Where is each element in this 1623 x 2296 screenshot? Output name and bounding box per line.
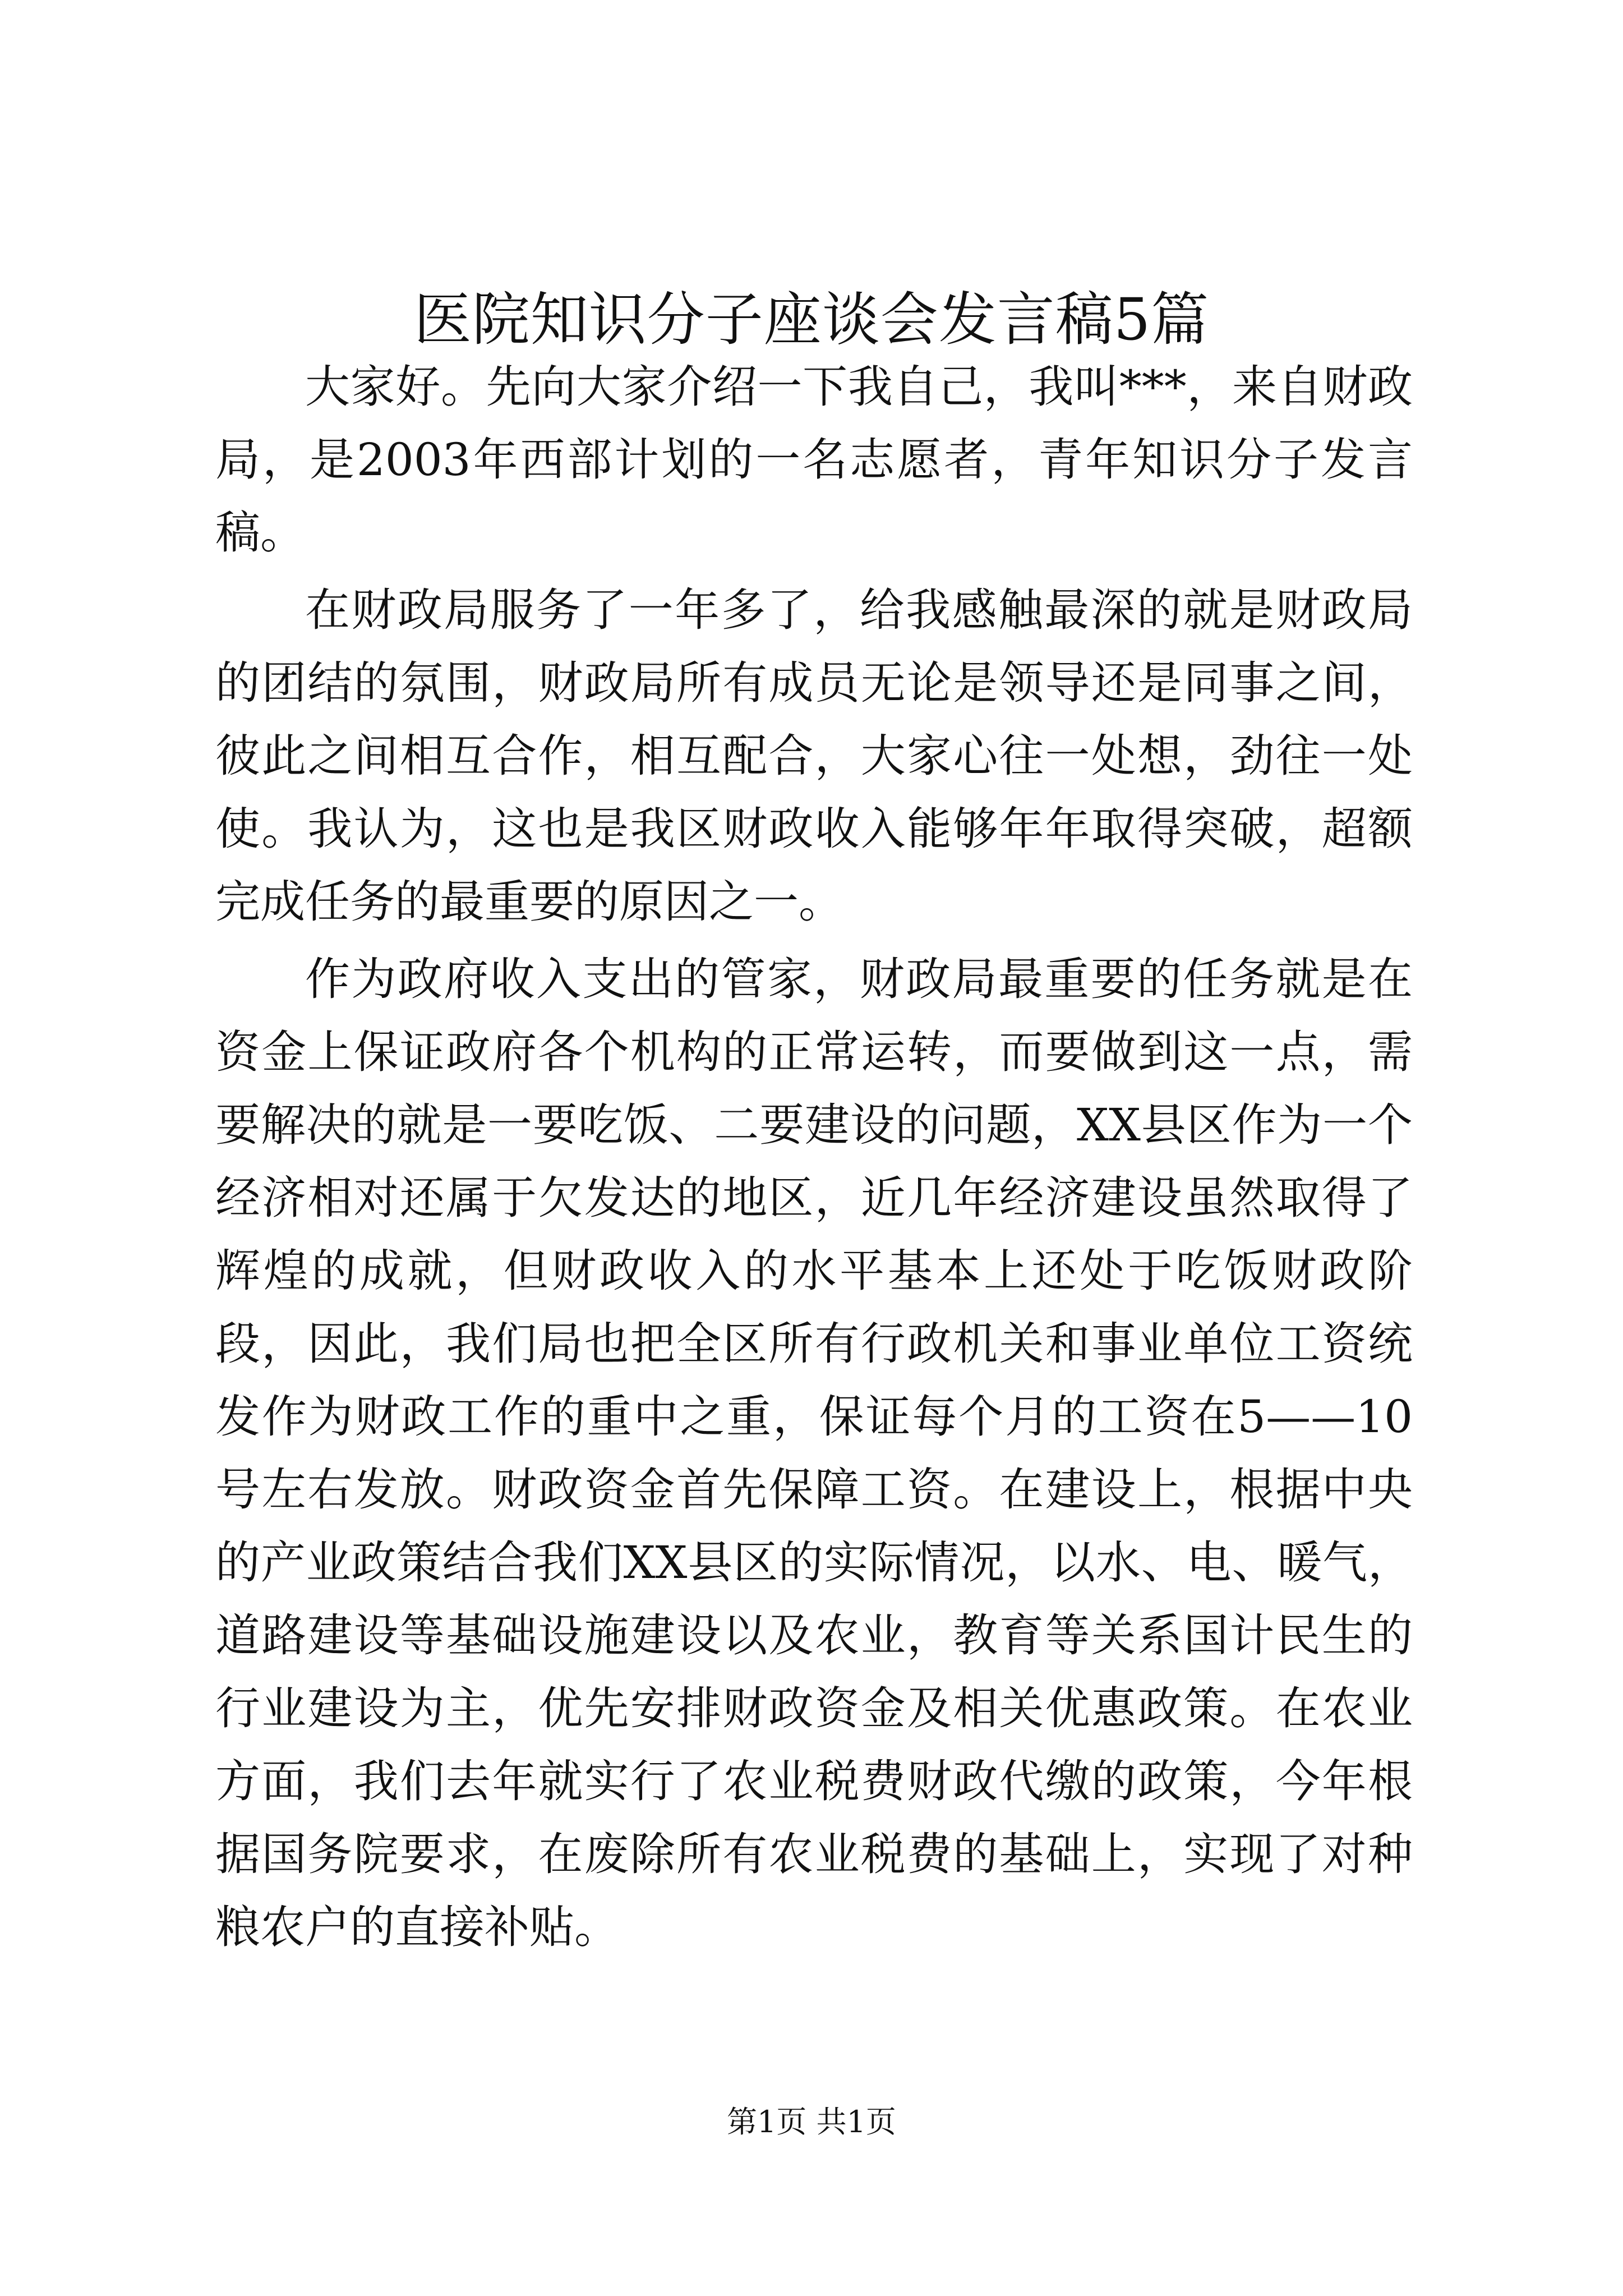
document-body [215,351,1413,1964]
document-title: 医院知识分子座谈会发言稿5篇 [413,286,1210,353]
paragraph-intro: 大家好。先向大家介绍一下我自己，我叫***，来自财政局，是2003年西部计划的一名志愿者，青年知识分子发言稿。 [215,361,1413,559]
page-footer: 第1页 共1页 [727,2104,896,2139]
paragraph-finance-tasks: 作为政府收入支出的管家，财政局最重要的任务就是在资金上保证政府各个机构的正常运转，而要做到这一点，需要解决的就是一要吃饭、二要建设的问题，XX县区作为一个经济相对还属于欠发达的地区，近几年经济建设虽然取得了辉煌的成就，但财政收入的水平基本上还处于吃饭财政阶段，因此，我们局也把全区所有行政机关和事业单位工资统发作为财政工作的重中之重，保证每个月的工资在5——10号左右发放。财政资金首先保障工资。在建设上，根据中央的产业政策结合我们XX县区的实际情况，以水、电、暖气，道路建设等基础设施建设以及农业，教育等关系国计民生的行业建设为主，优先安排财政资金及相关优惠政策。在农业方面，我们去年就实行了农业税费财政代缴的政策，今年根据国务院要求，在废除所有农业税费的基础上，实现了对种粮农户的直接补贴。 [215,953,1413,1953]
paragraph-team-atmosphere: 在财政局服务了一年多了，给我感触最深的就是财政局的团结的氛围，财政局所有成员无论是领导还是同事之间，彼此之间相互合作，相互配合，大家心往一处想，劲往一处使。我认为，这也是我区财政收入能够年年取得突破，超额完成任务的最重要的原因之一。 [215,584,1413,928]
